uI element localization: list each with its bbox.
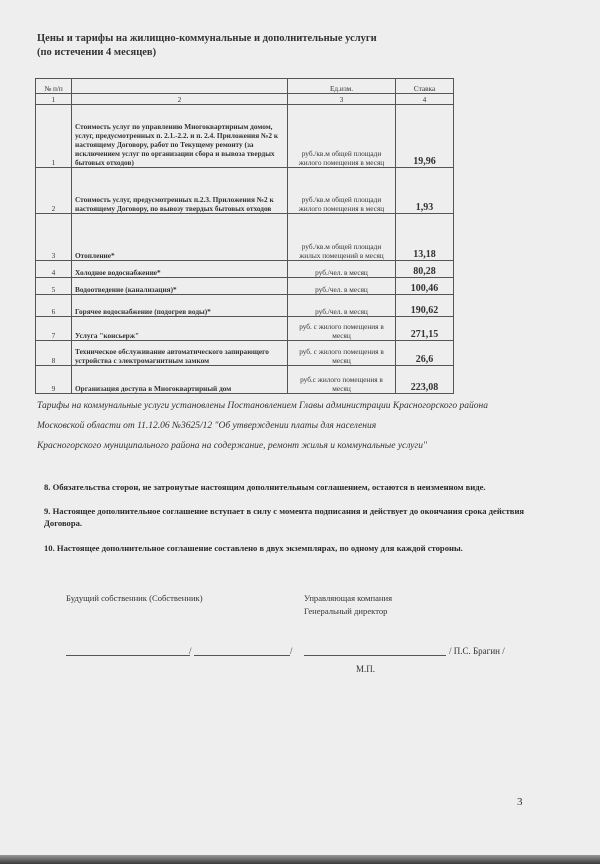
table-index-row (36, 94, 454, 105)
title-line-2: (по истечении 4 месяцев) (37, 47, 157, 58)
row-desc: Техническое обслуживание автоматического запирающего устройства с электромагнитным замком (72, 341, 288, 366)
table-row (36, 295, 454, 317)
row-unit: руб. с жилого помещения в месяц (288, 341, 396, 366)
row-desc: Организация доступа в Многоквартирный дом (72, 366, 288, 394)
table-row (36, 278, 454, 295)
header-unit: Ед.изм. (288, 79, 396, 94)
signature-slash: / (189, 646, 192, 656)
row-rate: 100,46 (396, 278, 454, 295)
row-desc: Стоимость услуг, предусмотренных п.2.3. Приложения №2 к настоящему Договору, по вывозу твердых бытовых отходов (72, 168, 288, 214)
row-num: 8 (36, 341, 72, 366)
row-desc: Холодное водоснабжение* (72, 261, 288, 278)
tariff-note (37, 396, 567, 456)
row-num: 2 (36, 168, 72, 214)
row-unit: руб./кв.м общей площади жилого помещения в месяц (288, 168, 396, 214)
index-cell: 2 (72, 94, 288, 105)
clause-10: 10. Настоящее дополнительное соглашение составлено в двух экземплярах, по одному для каждой стороны. (44, 543, 463, 553)
table-row (36, 366, 454, 394)
row-rate: 26,6 (396, 341, 454, 366)
row-num: 4 (36, 261, 72, 278)
note-line-3: Красногорского муниципального района на содержание, ремонт жилья и коммунальные услуги" (37, 441, 427, 451)
row-unit: руб./чел. в месяц (288, 261, 396, 278)
row-desc: Стоимость услуг по управлению Многоквартирным домом, услуг, предусмотренных п. 2.1.-2.2. и п. 2.4. Приложения №2 к настоящему Договору, работ по Текущему ремонту (за исключением услуг по организации сбора и вывоза твердых бытовых отходов) (72, 105, 288, 168)
table-row (36, 341, 454, 366)
signature-slash: / (290, 646, 293, 656)
row-desc: Отопление* (72, 214, 288, 261)
row-num: 7 (36, 317, 72, 341)
row-rate: 13,18 (396, 214, 454, 261)
note-line-2: Московской области от 11.12.06 №3625/12 "Об утверждении платы для населения (37, 421, 377, 431)
header-rate: Ставка (396, 79, 454, 94)
header-num: № п/п (36, 79, 72, 94)
row-unit: руб. с жилого помещения в месяц (288, 317, 396, 341)
row-unit: руб./чел. в месяц (288, 278, 396, 295)
director-label: Генеральный директор (304, 606, 388, 616)
scan-edge (0, 855, 600, 864)
row-rate: 271,15 (396, 317, 454, 341)
row-num: 6 (36, 295, 72, 317)
row-unit: руб.с жилого помещения в месяц (288, 366, 396, 394)
row-num: 9 (36, 366, 72, 394)
row-rate: 80,28 (396, 261, 454, 278)
index-cell: 3 (288, 94, 396, 105)
note-line-1: Тарифы на коммунальные услуги установлены Постановлением Главы администрации Красногорского района (37, 401, 488, 411)
row-rate: 1,93 (396, 168, 454, 214)
buyer-signature-line (66, 655, 190, 656)
row-rate: 190,62 (396, 295, 454, 317)
table-row (36, 317, 454, 341)
table-row (36, 214, 454, 261)
index-cell: 1 (36, 94, 72, 105)
row-num: 3 (36, 214, 72, 261)
table-header-row (36, 79, 454, 94)
director-signature-line (304, 655, 446, 656)
row-unit: руб./чел. в месяц (288, 295, 396, 317)
row-desc: Водоотведение (канализация)* (72, 278, 288, 295)
page-number: 3 (517, 796, 523, 808)
table-row (36, 168, 454, 214)
row-unit: руб./кв.м общей площади жилого помещения в месяц (288, 105, 396, 168)
clause-9: 9. Настоящее дополнительное соглашение вступает в силу с момента подписания и действует до окончания срока действия Договора. (44, 506, 525, 528)
row-num: 1 (36, 105, 72, 168)
document-title (37, 32, 377, 60)
seal-mark: М.П. (356, 664, 376, 674)
row-desc: Услуга "консьерж" (72, 317, 288, 341)
row-rate: 19,96 (396, 105, 454, 168)
row-desc: Горячее водоснабжение (подогрев воды)* (72, 295, 288, 317)
company-label: Управляющая компания (304, 593, 393, 603)
buyer-name-line (194, 655, 290, 656)
table-row (36, 261, 454, 278)
title-line-1: Цены и тарифы на жилищно-коммунальные и дополнительные услуги (37, 33, 377, 44)
tariffs-table (35, 78, 454, 394)
clause-8: 8. Обязательства сторон, не затронутые настоящим дополнительным соглашением, остаются в неизменном виде. (44, 482, 486, 492)
header-desc (72, 79, 288, 94)
row-num: 5 (36, 278, 72, 295)
buyer-label: Будущий собственник (Собственник) (66, 593, 203, 603)
row-unit: руб./кв.м общей площади жилых помещений в месяц (288, 214, 396, 261)
table-row (36, 105, 454, 168)
row-rate: 223,08 (396, 366, 454, 394)
index-cell: 4 (396, 94, 454, 105)
director-name: / П.С. Брагин / (449, 646, 505, 656)
